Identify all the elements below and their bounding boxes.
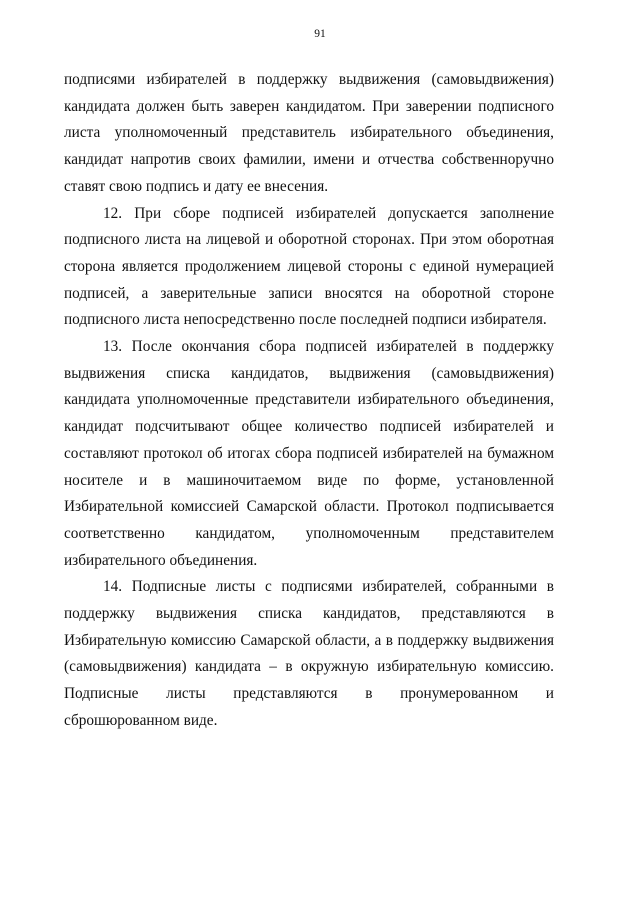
- paragraph-13: 13. После окончания сбора подписей избирателей в поддержку выдвижения списка кандидатов, выдвижения (самовыдвижения) кандидата уполномоченные представители избирательного объединения, кандидат подсчитывают общее количество подписей избирателей и составляют протокол об итогах сбора подписей избирателей на бумажном носителе и в машиночитаемом виде по форме, установленной Избирательной комиссией Самарской области. Протокол подписывается соответственно кандидатом, уполномоченным представителем избирательного объединения.: [64, 338, 554, 569]
- document-body: [64, 67, 554, 735]
- page-number: 91: [314, 28, 326, 40]
- paragraph-14: 14. Подписные листы с подписями избирателей, собранными в поддержку выдвижения списка кандидатов, представляются в Избирательную комиссию Самарской области, а в поддержку выдвижения (самовыдвижения) кандидата – в окружную избирательную комиссию. Подписные листы представляются в пронумерованном и сброшюрованном виде.: [64, 578, 554, 729]
- paragraph-continuation: подписями избирателей в поддержку выдвижения (самовыдвижения) кандидата должен быть заверен кандидатом. При заверении подписного листа уполномоченный представитель избирательного объединения, кандидат напротив своих фамилии, имени и отчества собственноручно ставят свою подпись и дату ее внесения.: [64, 71, 554, 195]
- paragraph-12: 12. При сборе подписей избирателей допускается заполнение подписного листа на лицевой и оборотной сторонах. При этом оборотная сторона является продолжением лицевой стороны с единой нумерацией подписей, а заверительные записи вносятся на оборотной стороне подписного листа непосредственно после последней подписи избирателя.: [64, 204, 554, 329]
